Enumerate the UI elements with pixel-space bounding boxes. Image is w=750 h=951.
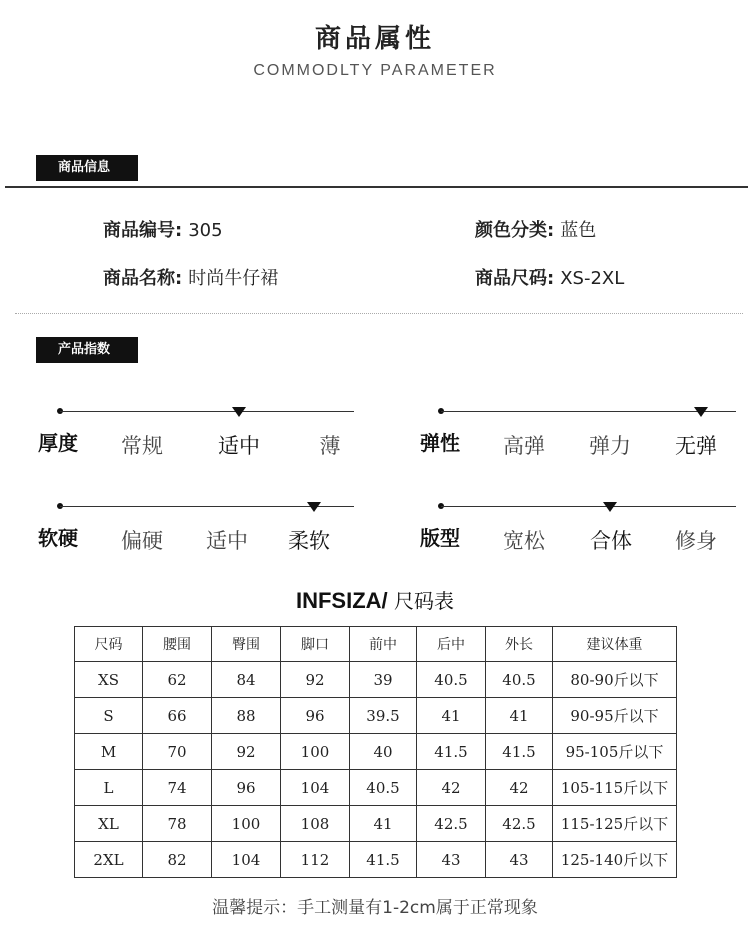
size-chart-title	[0, 585, 750, 614]
table-cell: 96	[212, 770, 281, 806]
info-value: 蓝色	[560, 220, 597, 241]
info-size	[475, 264, 624, 290]
info-name	[103, 264, 278, 290]
table-cell: 95-105斤以下	[553, 734, 677, 770]
table-header-cell: 建议体重	[553, 627, 677, 662]
table-cell: 42	[417, 770, 486, 806]
table-header-row	[75, 627, 677, 662]
scale-option: 弹力	[589, 434, 631, 458]
table-cell: 41	[350, 806, 417, 842]
scale-line	[441, 411, 736, 412]
table-cell: 43	[417, 842, 486, 878]
table-cell: 42.5	[486, 806, 553, 842]
table-header-cell: 尺码	[75, 627, 143, 662]
table-cell: 42	[486, 770, 553, 806]
scale-option: 修身	[675, 529, 717, 553]
info-label: 商品编号:	[103, 220, 183, 241]
table-cell: 80-90斤以下	[553, 662, 677, 698]
table-cell: 100	[212, 806, 281, 842]
table-cell: 78	[143, 806, 212, 842]
table-header-cell: 后中	[417, 627, 486, 662]
scale-marker	[232, 407, 246, 417]
table-cell: 92	[281, 662, 350, 698]
scale-option: 常规	[121, 434, 163, 458]
table-header-cell: 前中	[350, 627, 417, 662]
table-cell: 74	[143, 770, 212, 806]
table-cell: 125-140斤以下	[553, 842, 677, 878]
table-cell: 82	[143, 842, 212, 878]
info-label: 颜色分类:	[475, 220, 555, 241]
page-title: 商品属性	[314, 24, 435, 54]
table-row	[75, 842, 677, 878]
scale-marker	[694, 407, 708, 417]
table-cell: 66	[143, 698, 212, 734]
scale-option: 薄	[319, 434, 341, 458]
table-cell: 41.5	[417, 734, 486, 770]
table-cell: 100	[281, 734, 350, 770]
table-cell: XL	[75, 806, 143, 842]
table-cell: 41.5	[486, 734, 553, 770]
table-cell: 70	[143, 734, 212, 770]
table-cell: 84	[212, 662, 281, 698]
table-row	[75, 806, 677, 842]
divider	[5, 186, 748, 188]
table-cell: 40.5	[350, 770, 417, 806]
dotted-divider	[15, 313, 743, 314]
table-cell: 88	[212, 698, 281, 734]
scale-option-selected: 合体	[590, 529, 632, 553]
page-subtitle: COMMODLTY PARAMETER	[253, 62, 497, 79]
table-cell: 41.5	[350, 842, 417, 878]
table-cell: XS	[75, 662, 143, 698]
table-row	[75, 662, 677, 698]
table-header-cell: 外长	[486, 627, 553, 662]
table-cell: 104	[281, 770, 350, 806]
scale-marker	[603, 502, 617, 512]
info-label: 商品尺码:	[475, 268, 555, 289]
info-item-no	[103, 216, 223, 242]
scale-line	[60, 411, 354, 412]
table-cell: 62	[143, 662, 212, 698]
size-chart-label: 尺码表	[394, 589, 455, 613]
scale-marker	[307, 502, 321, 512]
info-value: XS-2XL	[560, 268, 625, 289]
table-header-cell: 腰围	[143, 627, 212, 662]
table-cell: 40.5	[417, 662, 486, 698]
table-cell: 40.5	[486, 662, 553, 698]
scale-line	[441, 506, 736, 507]
table-row	[75, 734, 677, 770]
table-cell: 96	[281, 698, 350, 734]
scale-option-selected: 无弹	[675, 434, 717, 458]
scale-label: 软硬	[38, 526, 78, 550]
scale-label: 厚度	[38, 431, 78, 455]
table-cell: 41	[417, 698, 486, 734]
table-cell: 90-95斤以下	[553, 698, 677, 734]
table-cell: 105-115斤以下	[553, 770, 677, 806]
table-cell: 112	[281, 842, 350, 878]
info-color	[475, 216, 596, 242]
section-tag-index: 产品指数	[36, 337, 138, 363]
table-cell: S	[75, 698, 143, 734]
info-label: 商品名称:	[103, 268, 183, 289]
table-cell: L	[75, 770, 143, 806]
scale-option: 高弹	[503, 434, 545, 458]
table-row	[75, 698, 677, 734]
table-cell: 43	[486, 842, 553, 878]
table-cell: 104	[212, 842, 281, 878]
table-cell: 42.5	[417, 806, 486, 842]
info-value: 时尚牛仔裙	[188, 268, 279, 289]
table-row	[75, 770, 677, 806]
scale-label: 弹性	[420, 431, 460, 455]
table-cell: 39.5	[350, 698, 417, 734]
scale-option-selected: 适中	[218, 434, 260, 458]
scale-option: 适中	[206, 529, 248, 553]
table-cell: 39	[350, 662, 417, 698]
scale-option: 偏硬	[121, 529, 163, 553]
scale-label: 版型	[420, 526, 460, 550]
table-cell: 40	[350, 734, 417, 770]
table-cell: 41	[486, 698, 553, 734]
scale-option-selected: 柔软	[288, 529, 330, 553]
info-value: 305	[188, 220, 223, 241]
table-cell: 92	[212, 734, 281, 770]
table-cell: M	[75, 734, 143, 770]
scale-option: 宽松	[503, 529, 545, 553]
measurement-note: 温馨提示：手工测量有1-2cm属于正常现象	[212, 898, 538, 918]
table-cell: 2XL	[75, 842, 143, 878]
table-header-cell: 脚口	[281, 627, 350, 662]
section-tag-info: 商品信息	[36, 155, 138, 181]
size-table	[74, 626, 677, 878]
table-cell: 115-125斤以下	[553, 806, 677, 842]
table-cell: 108	[281, 806, 350, 842]
brand-name: INFSIZA/	[295, 588, 388, 613]
table-header-cell: 臀围	[212, 627, 281, 662]
